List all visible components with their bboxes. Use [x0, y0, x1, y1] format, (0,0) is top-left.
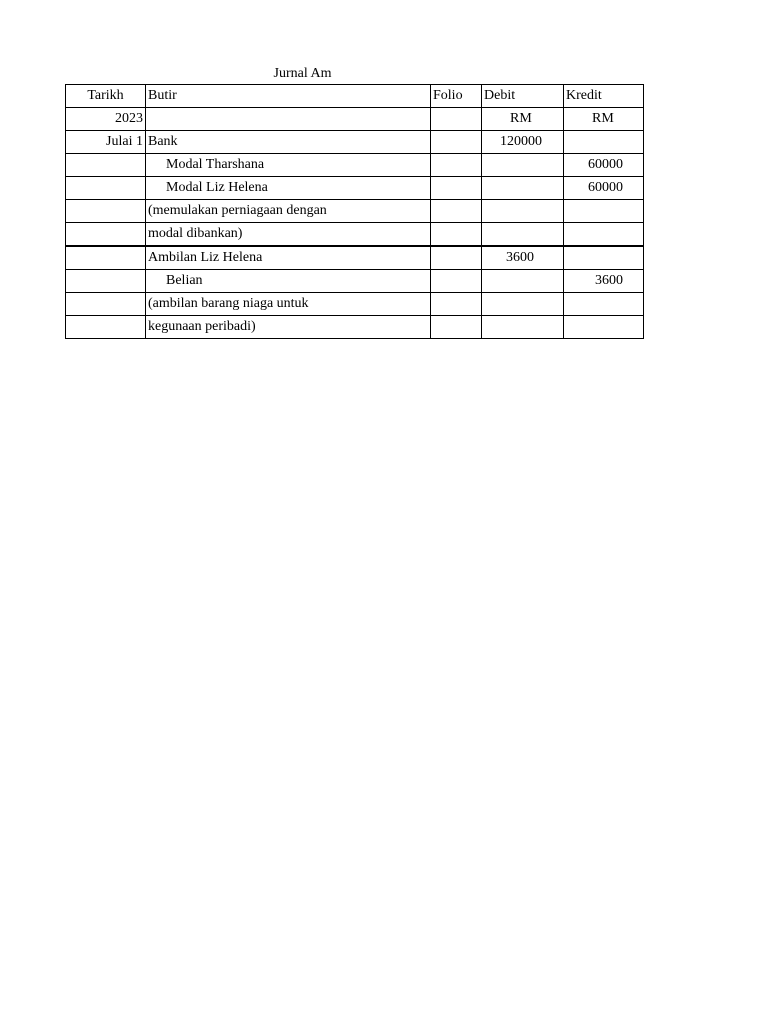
credit-cell [564, 200, 644, 223]
table-row [66, 270, 644, 293]
table-row [66, 200, 644, 223]
debit-cell: 3600 [482, 246, 564, 270]
folio-cell [431, 177, 482, 200]
credit-cell: RM [564, 108, 644, 131]
debit-cell [482, 270, 564, 293]
folio-cell [431, 200, 482, 223]
header-folio: Folio [431, 85, 482, 108]
description-cell: Bank [146, 131, 431, 154]
date-cell [66, 293, 146, 316]
folio-cell [431, 108, 482, 131]
date-cell [66, 200, 146, 223]
description-cell: (memulakan perniagaan dengan [146, 200, 431, 223]
debit-cell [482, 177, 564, 200]
date-cell [66, 270, 146, 293]
debit-cell [482, 316, 564, 339]
date-cell [66, 316, 146, 339]
date-cell [66, 246, 146, 270]
folio-cell [431, 293, 482, 316]
credit-cell [564, 131, 644, 154]
description-cell: Ambilan Liz Helena [146, 246, 431, 270]
description-cell: Modal Tharshana [146, 154, 431, 177]
header-debit: Debit [482, 85, 564, 108]
header-date: Tarikh [66, 85, 146, 108]
credit-cell: 3600 [564, 270, 644, 293]
table-row [66, 108, 644, 131]
folio-cell [431, 246, 482, 270]
description-cell: kegunaan peribadi) [146, 316, 431, 339]
debit-cell: RM [482, 108, 564, 131]
folio-cell [431, 316, 482, 339]
table-row [66, 177, 644, 200]
date-cell [66, 223, 146, 247]
description-cell: Modal Liz Helena [146, 177, 431, 200]
table-row [66, 131, 644, 154]
general-journal-table [65, 84, 644, 339]
date-cell: Julai 1 [66, 131, 146, 154]
folio-cell [431, 154, 482, 177]
table-row [66, 246, 644, 270]
table-row [66, 154, 644, 177]
description-cell: modal dibankan) [146, 223, 431, 247]
description-cell: Belian [146, 270, 431, 293]
debit-cell [482, 200, 564, 223]
credit-cell [564, 316, 644, 339]
header-credit: Kredit [564, 85, 644, 108]
date-cell: 2023 [66, 108, 146, 131]
description-cell: (ambilan barang niaga untuk [146, 293, 431, 316]
journal-title: Jurnal Am [273, 66, 332, 81]
table-row [66, 293, 644, 316]
table-row [66, 316, 644, 339]
folio-cell [431, 131, 482, 154]
credit-cell [564, 246, 644, 270]
credit-cell [564, 223, 644, 247]
debit-cell [482, 223, 564, 247]
credit-cell: 60000 [564, 154, 644, 177]
credit-cell: 60000 [564, 177, 644, 200]
date-cell [66, 154, 146, 177]
header-description: Butir [146, 85, 431, 108]
table-row [66, 223, 644, 247]
debit-cell: 120000 [482, 131, 564, 154]
folio-cell [431, 270, 482, 293]
credit-cell [564, 293, 644, 316]
debit-cell [482, 154, 564, 177]
debit-cell [482, 293, 564, 316]
folio-cell [431, 223, 482, 247]
description-cell [146, 108, 431, 131]
header-row [66, 85, 644, 108]
date-cell [66, 177, 146, 200]
